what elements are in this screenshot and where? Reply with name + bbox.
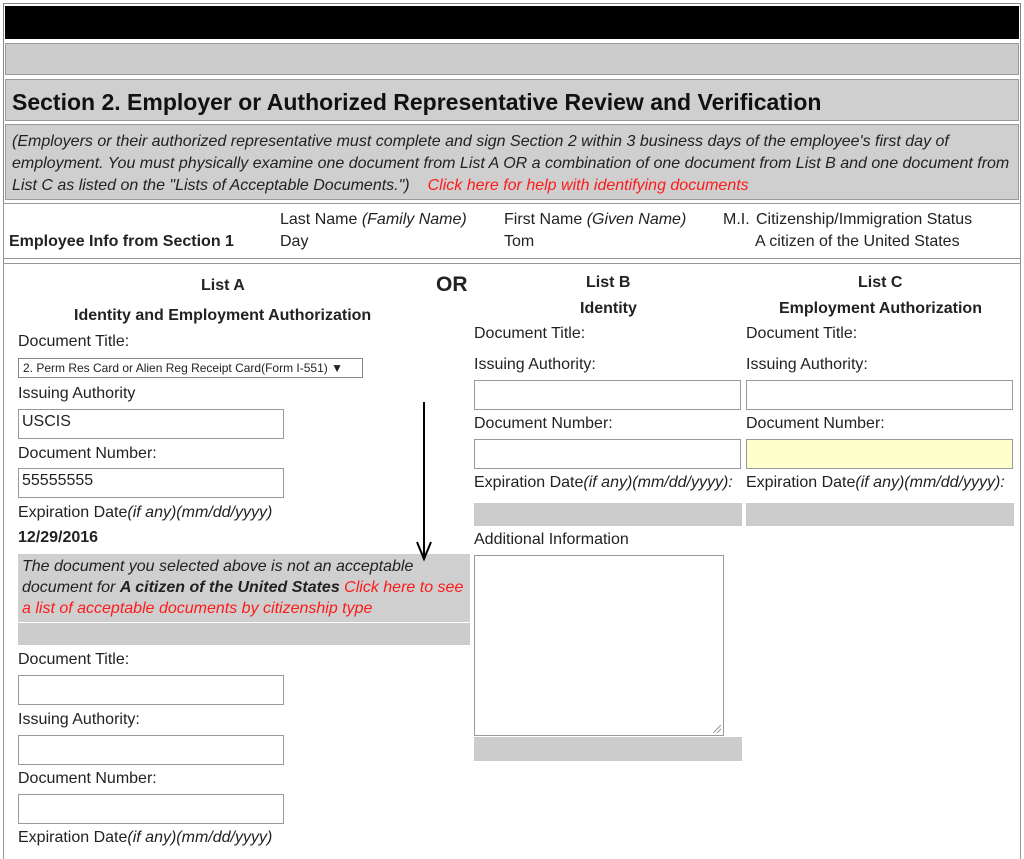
list-b-exp-label: [474, 474, 733, 492]
top-gray-bar: [5, 43, 1019, 75]
employee-info-row: [3, 203, 1021, 259]
list-b-exp-field: [474, 503, 742, 526]
citizenship-label: Citizenship/Immigration Status: [756, 211, 973, 228]
list-a-doc-title-selected: 2. Perm Res Card or Alien Reg Receipt Card(Form I-551): [23, 361, 328, 375]
list-c-issuing-label: Issuing Authority:: [746, 356, 868, 373]
section-instructions: [5, 124, 1019, 200]
last-name-header: [280, 211, 467, 229]
list-c-issuing-input[interactable]: [746, 380, 1013, 410]
list-a-exp-label-text: Expiration Date: [18, 504, 128, 521]
list-b-issuing-input[interactable]: [474, 380, 741, 410]
list-c-heading: List C: [858, 274, 903, 291]
resize-grip-icon[interactable]: [713, 725, 721, 733]
first-name-hint: (Given Name): [586, 211, 687, 228]
notice-status: A citizen of the United States: [119, 579, 340, 596]
unacceptable-document-notice: [18, 554, 470, 622]
list-a-heading: List A: [201, 277, 245, 294]
list-a-gray-bar: [18, 623, 470, 645]
list-a-subheading: Identity and Employment Authorization: [74, 307, 372, 324]
list-c-subheading: Employment Authorization: [779, 300, 982, 317]
list-a-doc2-issuing-input[interactable]: [18, 735, 284, 765]
down-arrow-icon: [414, 402, 434, 562]
list-a-doc-title-select[interactable]: [18, 358, 363, 378]
list-b-issuing-label: Issuing Authority:: [474, 356, 596, 373]
top-header-bar: [5, 6, 1019, 39]
or-separator: OR: [436, 273, 468, 296]
list-a-doc2-number-label: Document Number:: [18, 770, 157, 787]
additional-info-textarea[interactable]: [474, 555, 724, 736]
notice-text: The document you selected above is not an acceptable document for: [22, 558, 414, 596]
list-a-doc2-exp-label: [18, 829, 272, 847]
list-c-exp-label: [746, 474, 1005, 492]
list-b-doc-number-label: Document Number:: [474, 415, 613, 432]
list-b-doc-title-label: Document Title:: [474, 325, 586, 342]
list-c-exp-field: [746, 503, 1014, 526]
additional-info-label: Additional Information: [474, 531, 629, 548]
list-a-doc2-issuing-label: Issuing Authority:: [18, 711, 140, 728]
list-a-doc2-number-input[interactable]: [18, 794, 284, 824]
mi-label: M.I.: [723, 211, 750, 228]
list-a-doc2-exp-label-text: Expiration Date: [18, 829, 128, 846]
last-name-label: Last Name: [280, 211, 358, 228]
list-b-exp-hint: (if any)(mm/dd/yyyy):: [583, 474, 733, 491]
employee-info-label: Employee Info from Section 1: [9, 233, 234, 250]
list-c-exp-label-text: Expiration Date: [746, 474, 856, 491]
citizenship-value: A citizen of the United States: [755, 233, 960, 250]
list-a-doc-number-input[interactable]: 55555555: [18, 468, 284, 498]
acceptable-documents-link[interactable]: Click here to see a list of acceptable documents by citizenship type: [22, 579, 464, 617]
help-identifying-documents-link[interactable]: Click here for help with identifying documents: [427, 177, 749, 194]
list-c-exp-hint: (if any)(mm/dd/yyyy):: [855, 474, 1005, 491]
list-a-doc-title-label: Document Title:: [18, 333, 130, 350]
list-a-doc-number-label: Document Number:: [18, 445, 157, 462]
list-a-exp-hint: (if any)(mm/dd/yyyy): [127, 504, 273, 521]
last-name-value: Day: [280, 233, 309, 250]
list-c-doc-number-input[interactable]: [746, 439, 1013, 469]
first-name-header: [504, 211, 686, 229]
list-a-doc2-title-label: Document Title:: [18, 651, 130, 668]
list-c-doc-title-label: Document Title:: [746, 325, 858, 342]
list-b-doc-number-input[interactable]: [474, 439, 741, 469]
list-a-doc2-title-input[interactable]: [18, 675, 284, 705]
list-a-exp-label: [18, 504, 272, 522]
last-name-hint: (Family Name): [361, 211, 467, 228]
instructions-text: (Employers or their authorized representative must complete and sign Section 2 within 3 business days of the employee's first day of employment. You must physically examine one document from List A OR a combination of one document from List B and one document from List C as listed on the "Lists of Acceptable Documents."): [12, 133, 1010, 194]
dropdown-arrow-icon: ▼: [331, 361, 344, 375]
list-b-exp-label-text: Expiration Date: [474, 474, 584, 491]
section-title: Section 2. Employer or Authorized Representative Review and Verification: [5, 79, 1019, 121]
list-a-issuing-label: Issuing Authority: [18, 385, 136, 402]
list-b-subheading: Identity: [580, 300, 637, 317]
list-a-exp-value: 12/29/2016: [18, 529, 99, 546]
list-a-doc2-exp-hint: (if any)(mm/dd/yyyy): [127, 829, 273, 846]
list-b-bottom-gray-bar: [474, 737, 742, 761]
list-c-doc-number-label: Document Number:: [746, 415, 885, 432]
list-b-heading: List B: [586, 274, 631, 291]
first-name-label: First Name: [504, 211, 583, 228]
document-lists-panel: [3, 263, 1021, 859]
first-name-value: Tom: [504, 233, 535, 250]
list-a-issuing-input[interactable]: USCIS: [18, 409, 284, 439]
